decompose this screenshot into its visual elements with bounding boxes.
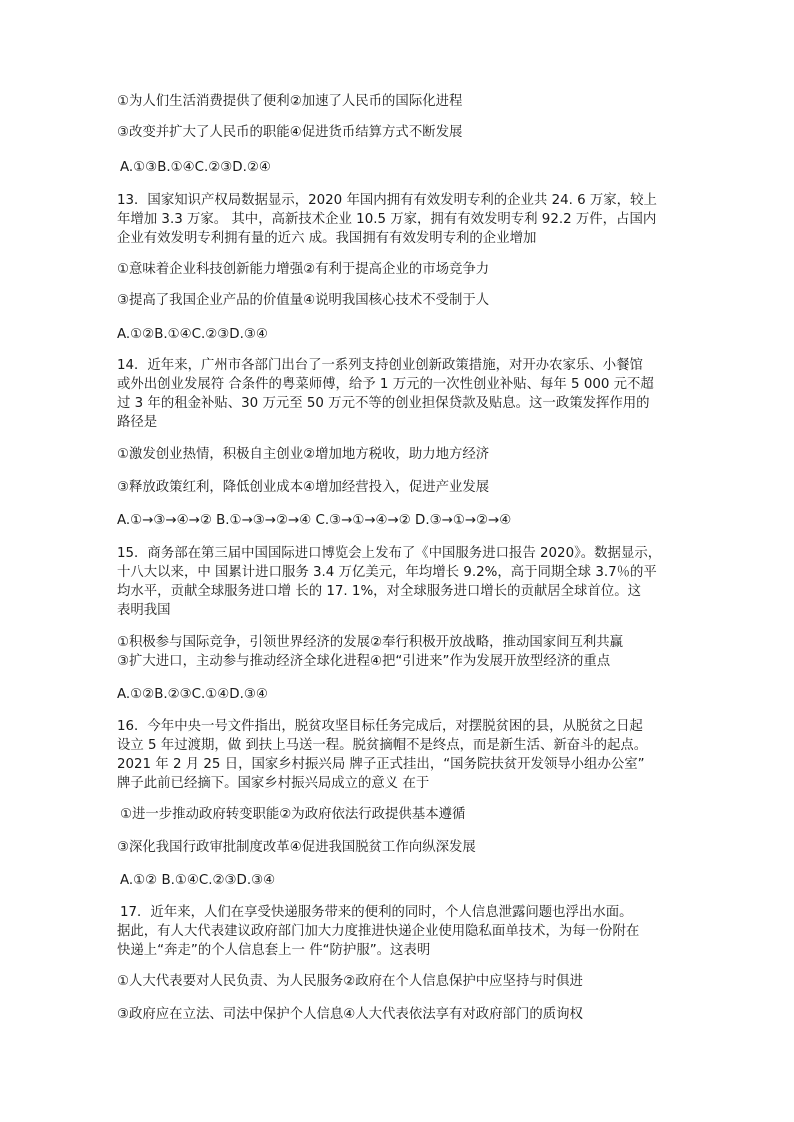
text-line: 16．今年中央一号文件指出，脱贫攻坚目标任务完成后，对摆脱贫困的县，从脱贫之日起	[117, 719, 643, 734]
text-line: ①激发创业热情，积极自主创业②增加地方税收，助力地方经济	[117, 447, 490, 462]
text-line: ①为人们生活消费提供了便利②加速了人民币的国际化进程	[117, 94, 463, 109]
text-line: ③改变并扩大了人民币的职能④促进货币结算方式不断发展	[117, 125, 463, 140]
text-line: 十八大以来，中 国累计进口服务 3.4 万亿美元，年均增长 9.2%，高于同期全球 3.7％的平	[117, 565, 657, 580]
text-line: A.①②B.①④C.②③D.③④	[117, 327, 268, 342]
text-line: 表明我国	[117, 603, 171, 618]
text-line: 15．商务部在第三届中国国际进口博览会上发布了《中国服务进口报告 2020》。数据显示，	[117, 546, 662, 561]
text-line: 14．近年来，广州市各部门出台了一系列支持创业创新政策措施，对开办农家乐、小餐馆	[117, 358, 643, 373]
text-line: 牌子此前已经摘下。国家乡村振兴局成立的意义 在于	[117, 776, 430, 791]
text-line: 据此，有人大代表建议政府部门加大力度推进快递企业使用隐私面单技术，为每一份附在	[117, 924, 640, 939]
text-line: 年增加 3.3 万家。 其中，高新技术企业 10.5 万家，拥有有效发明专利 92.2 万件，占国内	[117, 212, 657, 227]
text-line: A.①③B.①④C.②③D.②④	[120, 160, 271, 175]
text-line: ①意味着企业科技创新能力增强②有利于提高企业的市场竞争力	[117, 262, 490, 277]
text-line: 17．近年来，人们在享受快递服务带来的便利的同时，个人信息泄露问题也浮出水面。	[120, 905, 633, 920]
text-line: ③深化我国行政审批制度改革④促进我国脱贫工作向纵深发展	[117, 840, 476, 855]
text-line: A.①② B.①④C.②③D.③④	[120, 873, 276, 888]
text-line: ①人大代表要对人民负责、为人民服务②政府在个人信息保护中应坚持与时俱进	[117, 974, 583, 989]
text-line: 企业有效发明专利拥有量的近六 成。我国拥有有效发明专利的企业增加	[117, 231, 537, 246]
text-line: ③扩大进口，主动参与推动经济全球化进程④把“引进来”作为发展开放型经济的重点	[117, 654, 611, 669]
text-line: 2021 年 2 月 25 日，国家乡村振兴局 牌子正式挂出，“国务院扶贫开发领导小组办公室”	[117, 757, 645, 772]
text-line: 均水平，贡献全球服务进口增 长的 17. 1%，对全球服务进口增长的贡献居全球首位。这	[117, 584, 641, 599]
text-line: 或外出创业发展符 合条件的粤菜师傅，给予 1 万元的一次性创业补贴、每年 5 000 元不超	[117, 377, 654, 392]
text-line: ③政府应在立法、司法中保护个人信息④人大代表依法享有对政府部门的质询权	[117, 1007, 583, 1022]
text-line: A.①②B.②③C.①④D.③④	[117, 687, 268, 702]
text-line: 路径是	[117, 415, 158, 430]
text-line: ①进一步推动政府转变职能②为政府依法行政提供基本遵循	[120, 807, 466, 822]
text-line: ①积极参与国际竞争，引领世界经济的发展②奉行积极开放战略，推动国家间互利共赢	[117, 635, 624, 650]
text-line: 过 3 年的租金补贴、30 万元至 50 万元不等的创业担保贷款及贴息。这一政策发挥作用的	[117, 396, 650, 411]
text-line: 13．国家知识产权局数据显示，2020 年国内拥有有效发明专利的企业共 24. 6 万家，较上	[117, 193, 657, 208]
text-line: 设立 5 年过渡期，做 到扶上马送一程。脱贫摘帽不是终点，而是新生活、新奋斗的起点。	[117, 738, 648, 753]
text-line: A.①→③→④→② B.①→③→②→④ C.③→①→④→② D.③→①→②→④	[117, 513, 512, 528]
text-line: ③提高了我国企业产品的价值量④说明我国核心技术不受制于人	[117, 293, 490, 308]
text-line: 快递上“奔走”的个人信息套上一 件“防护服”。这表明	[117, 943, 431, 958]
text-line: ③释放政策红利，降低创业成本④增加经营投入，促进产业发展	[117, 480, 490, 495]
